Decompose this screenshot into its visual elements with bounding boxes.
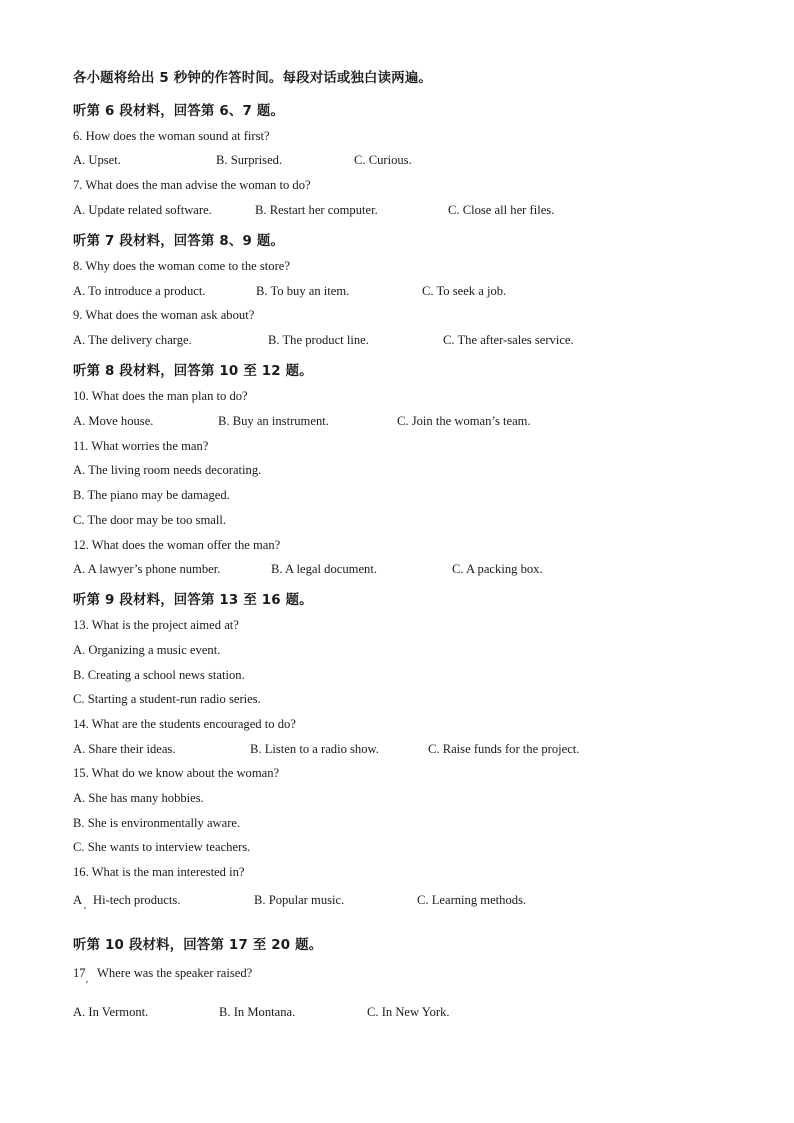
option-9b: B. The product line. — [268, 333, 369, 347]
stray-dot-mark: ' — [84, 905, 86, 917]
option-13a: A. Organizing a music event. — [73, 643, 221, 657]
question-14: 14. What are the students encouraged to do? — [73, 717, 296, 731]
question-10: 10. What does the man plan to do? — [73, 389, 248, 403]
option-16b: B. Popular music. — [254, 893, 345, 907]
option-17a: A. In Vermont. — [73, 1005, 149, 1019]
option-15a: A. She has many hobbies. — [73, 791, 204, 805]
option-10a: A. Move house. — [73, 414, 154, 428]
option-11a: A. The living room needs decorating. — [73, 463, 262, 477]
question-16: 16. What is the man interested in? — [73, 865, 245, 879]
option-13b: B. Creating a school news station. — [73, 668, 245, 682]
section-heading: 听第 10 段材料，回答第 17 至 20 题。 — [73, 938, 323, 953]
question-12: 12. What does the woman offer the man? — [73, 538, 281, 552]
option-12c: C. A packing box. — [452, 562, 543, 576]
option-10c: C. Join the woman’s team. — [397, 414, 531, 428]
option-9a: A. The delivery charge. — [73, 333, 192, 347]
question-11: 11. What worries the man? — [73, 439, 209, 453]
option-6b: B. Surprised. — [216, 153, 283, 167]
instruction-text: 各小题将给出 5 秒钟的作答时间。每段对话或独白读两遍。 — [73, 71, 433, 86]
option-14c: C. Raise funds for the project. — [428, 742, 580, 756]
option-14b: B. Listen to a radio show. — [250, 742, 379, 756]
option-7b: B. Restart her computer. — [255, 203, 378, 217]
option-11c: C. The door may be too small. — [73, 513, 226, 527]
question-13: 13. What is the project aimed at? — [73, 618, 239, 632]
option-9c: C. The after-sales service. — [443, 333, 574, 347]
option-7c: C. Close all her files. — [448, 203, 555, 217]
option-6c: C. Curious. — [354, 153, 412, 167]
question-9: 9. What does the woman ask about? — [73, 308, 255, 322]
question-7: 7. What does the man advise the woman to do? — [73, 178, 311, 192]
section-heading: 听第 9 段材料，回答第 13 至 16 题。 — [73, 593, 313, 608]
question-17: Where was the speaker raised? — [97, 966, 253, 980]
section-heading: 听第 8 段材料，回答第 10 至 12 题。 — [73, 364, 313, 379]
option-10b: B. Buy an instrument. — [218, 414, 329, 428]
question-17-number: 17 — [73, 966, 86, 980]
option-8a: A. To introduce a product. — [73, 284, 206, 298]
question-6: 6. How does the woman sound at first? — [73, 129, 270, 143]
section-heading: 听第 6 段材料，回答第 6、7 题。 — [73, 104, 285, 119]
option-15b: B. She is environmentally aware. — [73, 816, 241, 830]
option-14a: A. Share their ideas. — [73, 742, 176, 756]
option-8b: B. To buy an item. — [256, 284, 350, 298]
question-15: 15. What do we know about the woman? — [73, 766, 280, 780]
option-11b: B. The piano may be damaged. — [73, 488, 230, 502]
option-7a: A. Update related software. — [73, 203, 212, 217]
option-17b: B. In Montana. — [219, 1005, 296, 1019]
option-16a-text: Hi-tech products. — [93, 893, 181, 907]
option-16a-letter: A — [73, 893, 83, 907]
option-17c: C. In New York. — [367, 1005, 450, 1019]
question-8: 8. Why does the woman come to the store? — [73, 259, 290, 273]
option-12b: B. A legal document. — [271, 562, 377, 576]
option-16c: C. Learning methods. — [417, 893, 527, 907]
option-6a: A. Upset. — [73, 153, 121, 167]
option-8c: C. To seek a job. — [422, 284, 507, 298]
option-15c: C. She wants to interview teachers. — [73, 840, 251, 854]
stray-dot-mark: ' — [86, 979, 88, 991]
section-heading: 听第 7 段材料，回答第 8、9 题。 — [73, 234, 285, 249]
option-13c: C. Starting a student-run radio series. — [73, 692, 261, 706]
option-12a: A. A lawyer’s phone number. — [73, 562, 221, 576]
